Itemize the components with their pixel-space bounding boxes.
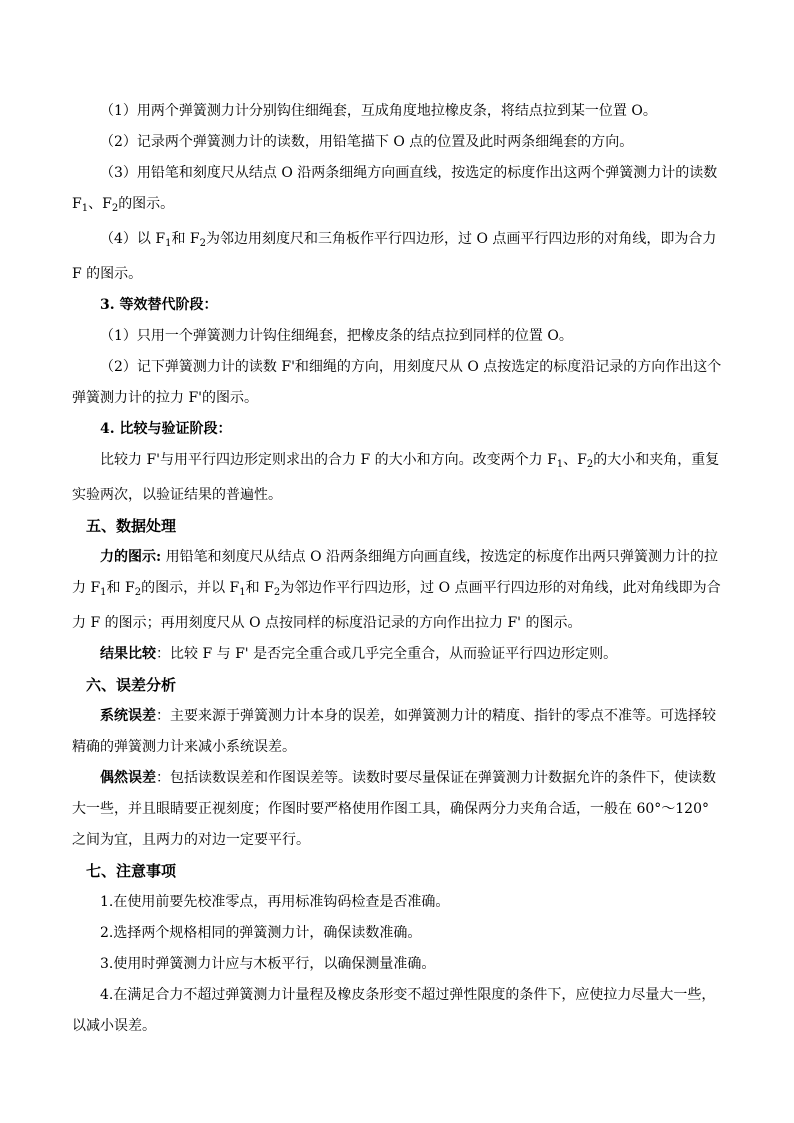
subscript: 1 [165,238,172,249]
subscript: 1 [239,587,246,598]
step-2-text: （2）记录两个弹簧测力计的读数，用铅笔描下 O 点的位置及此时两条细绳套的方向。 [100,134,634,150]
step-2 [72,127,724,158]
step-4 [72,224,724,290]
force-text: 用铅笔和刻度尺从结点 O 沿两条细绳方向画直线，按选定的标度作出两只弹簧测力计的拉力 F [72,549,718,596]
stage-4-title: 4. 比较与验证阶段： [100,421,232,437]
force-diagram-para [72,542,724,639]
accidental-error-text: ：包括读数误差和作图误差等。读数时要尽量保证在弹簧测力计数据允许的条件下，使读数大一些，并且眼睛要正视刻度；作图时要严格使用作图工具，确保两分力夹角合适，一般在 60°～120° 之间为宜，且两力的对边一定要平行。 [72,770,716,848]
result-label: 结果比较 [100,646,156,662]
subscript: 1 [100,587,107,598]
subscript: 2 [111,203,119,214]
force-text: 和 F [106,580,135,596]
stage-3-step-2 [72,352,724,414]
document-body [72,96,724,1042]
stage-3-step-1 [72,321,724,352]
stage-3-step-1-text: （1）只用一个弹簧测力计钩住细绳套，把橡皮条的结点拉到同样的位置 O。 [100,328,573,344]
system-error-label: 系统误差 [100,708,156,724]
note-3: 3.使用时弹簧测力计应与木板平行，以确保测量准确。 [100,956,436,972]
stage-4-text [72,445,724,511]
note-1: 1.在使用前要先校准零点，再用标准钩码检查是否准确。 [100,894,450,910]
section-5-title: 五、数据处理 [86,517,177,535]
stage-3-step-2-text: （2）记下弹簧测力计的读数 F'和细绳的方向，用刻度尺从 O 点按选定的标度沿记录的方向作出这个弹簧测力计的拉力 F'的图示。 [72,359,722,406]
subscript: 2 [273,587,281,598]
system-error-para [72,701,724,763]
section-7-title: 七、注意事项 [86,862,177,880]
force-text: 的图示，并以 F [141,580,240,596]
result-text: ：比较 F 与 F' 是否完全重合或几乎完全重合，从而验证平行四边形定则。 [156,646,618,662]
step-3 [72,158,724,224]
step-4-text: 和 F [171,231,200,247]
subscript: 2 [586,459,594,470]
stage-4-text-part: 比较力 F'与用平行四边形定则求出的合力 F 的大小和方向。改变两个力 F [100,452,557,468]
accidental-error-label: 偶然误差 [100,770,156,786]
result-para [72,639,724,670]
step-4-text: 为邻边用刻度尺和三角板作平行四边形，过 O 点画平行四边形的对角线，即为合力 F 的图示。 [72,231,717,282]
stage-4-text-part: 、F [563,452,587,468]
system-error-text: ：主要来源于弹簧测力计本身的误差，如弹簧测力计的精度、指针的零点不准等。可选择较精确的弹簧测力计来减小系统误差。 [72,708,716,755]
stage-4-text-part: 的大小和夹角，重复实验两次，以验证结果的普遍性。 [72,452,720,503]
force-text: 为邻边作平行四边形，过 O 点画平行四边形的对角线，此对角线即为合力 F 的图示；再用刻度尺从 O 点按同样的标度沿记录的方向作出拉力 F' 的图示。 [72,580,721,631]
step-1-text: （1）用两个弹簧测力计分别钩住细绳套，互成角度地拉橡皮条，将结点拉到某一位置 O。 [100,103,657,119]
step-4-text: （4）以 F [100,231,166,247]
subscript: 1 [556,459,564,470]
stage-3-title: 3. 等效替代阶段： [100,297,218,313]
step-1 [72,96,724,127]
section-6-title: 六、误差分析 [86,676,177,694]
force-text: 和 F [245,580,274,596]
force-label: 力的图示: [100,549,162,565]
step-3-text: 、F [88,196,112,212]
subscript: 2 [199,238,206,249]
note-2: 2.选择两个规格相同的弹簧测力计，确保读数准确。 [100,925,422,941]
note-4: 4.在满足合力不超过弹簧测力计量程及橡皮条形变不超过弹性限度的条件下，应使拉力尽量大一些，以减小误差。 [72,987,716,1034]
step-3-text: 的图示。 [118,196,175,212]
step-3-text: （3）用铅笔和刻度尺从结点 O 沿两条细绳方向画直线，按选定的标度作出这两个弹簧测力计的读数 F [72,165,718,212]
accidental-error-para [72,763,724,856]
subscript: 1 [81,203,89,214]
subscript: 2 [134,587,142,598]
